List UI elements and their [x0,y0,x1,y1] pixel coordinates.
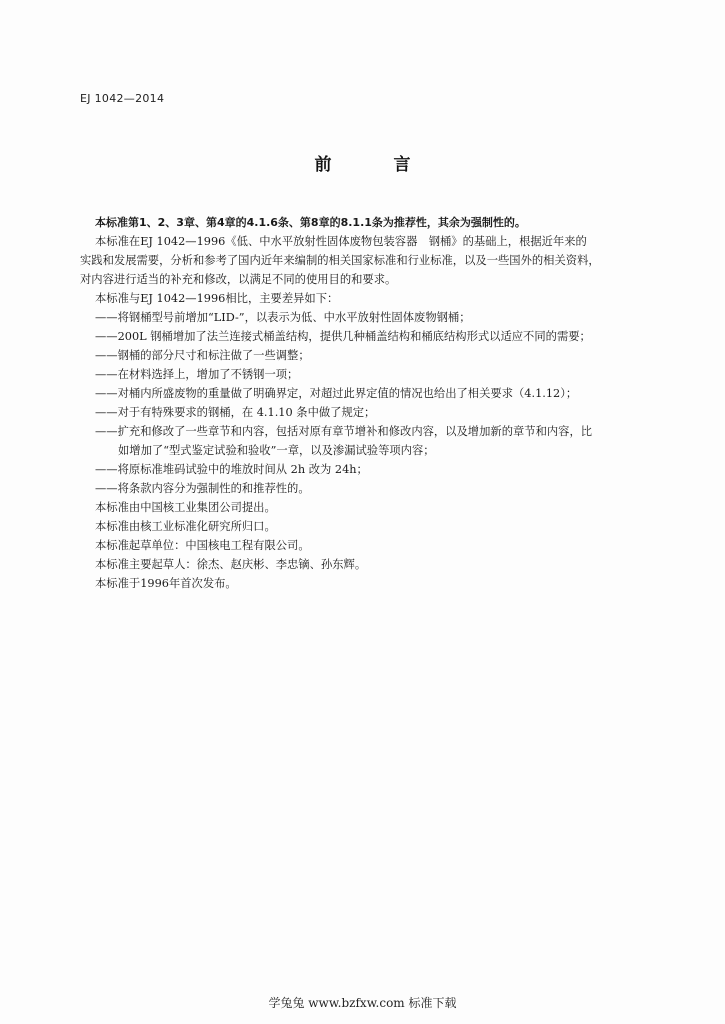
list-item: ——将原标准堆码试验中的堆放时间从 2h 改为 24h； [95,463,368,476]
list-item: ——将钢桶型号前增加“LID-”，以表示为低、中水平放射性固体废物钢桶； [95,311,471,324]
list-item: ——将条款内容分为强制性的和推荐性的。 [95,482,310,495]
closing-line: 本标准由中国核工业集团公司提出。 [95,501,276,514]
list-item: ——200L 钢桶增加了法兰连接式桶盖结构，提供几种桶盖结构和桶底结构形式以适应不同的需要； [95,330,591,343]
list-item: ——在材料选择上，增加了不锈钢一项； [95,368,299,381]
paragraph-1-line-1: 本标准在EJ 1042—1996《低、中水平放射性固体废物包装容器 钢桶》的基础上，根据近年来的 [95,235,587,248]
footer-watermark-text: 学兔兔 www.bzfxw.com 标准下载 [268,996,457,1010]
paragraph-1-line-2: 实践和发展需要，分析和参考了国内近年来编制的相关国家标准和行业标准，以及一些国外的相关资料， [80,254,600,267]
foreword-body [80,213,660,593]
closing-line: 本标准起草单位：中国核电工程有限公司。 [95,539,310,552]
list-item: ——对于有特殊要求的钢桶，在 4.1.10 条中做了规定； [95,406,376,419]
list-item: ——钢桶的部分尺寸和标注做了一些调整； [95,349,310,362]
closing-line: 本标准主要起草人：徐杰、赵庆彬、李忠镝、孙东辉。 [95,558,367,571]
bold-intro-paragraph: 本标准第1、2、3章、第4章的4.1.6条、第8章的8.1.1条为推荐性，其余为强制性的。 [95,216,526,229]
paragraph-1-line-3: 对内容进行适当的补充和修改，以满足不同的使用目的和要求。 [80,273,397,286]
list-item: ——扩充和修改了一些章节和内容，包括对原有章节增补和修改内容，以及增加新的章节和内容，比 [95,425,593,438]
standard-code: EJ 1042—2014 [80,92,165,105]
closing-line: 本标准由核工业标准化研究所归口。 [95,520,276,533]
closing-line: 本标准于1996年首次发布。 [95,577,237,590]
list-item-continuation: 如增加了“型式鉴定试验和验收”一章，以及渗漏试验等项内容； [118,444,435,457]
list-item: ——对桶内所盛废物的重量做了明确界定，对超过此界定值的情况也给出了相关要求（4.1.12）； [95,387,578,400]
page-title: 前 言 [314,155,439,175]
paragraph-2: 本标准与EJ 1042—1996相比，主要差异如下： [95,292,339,305]
